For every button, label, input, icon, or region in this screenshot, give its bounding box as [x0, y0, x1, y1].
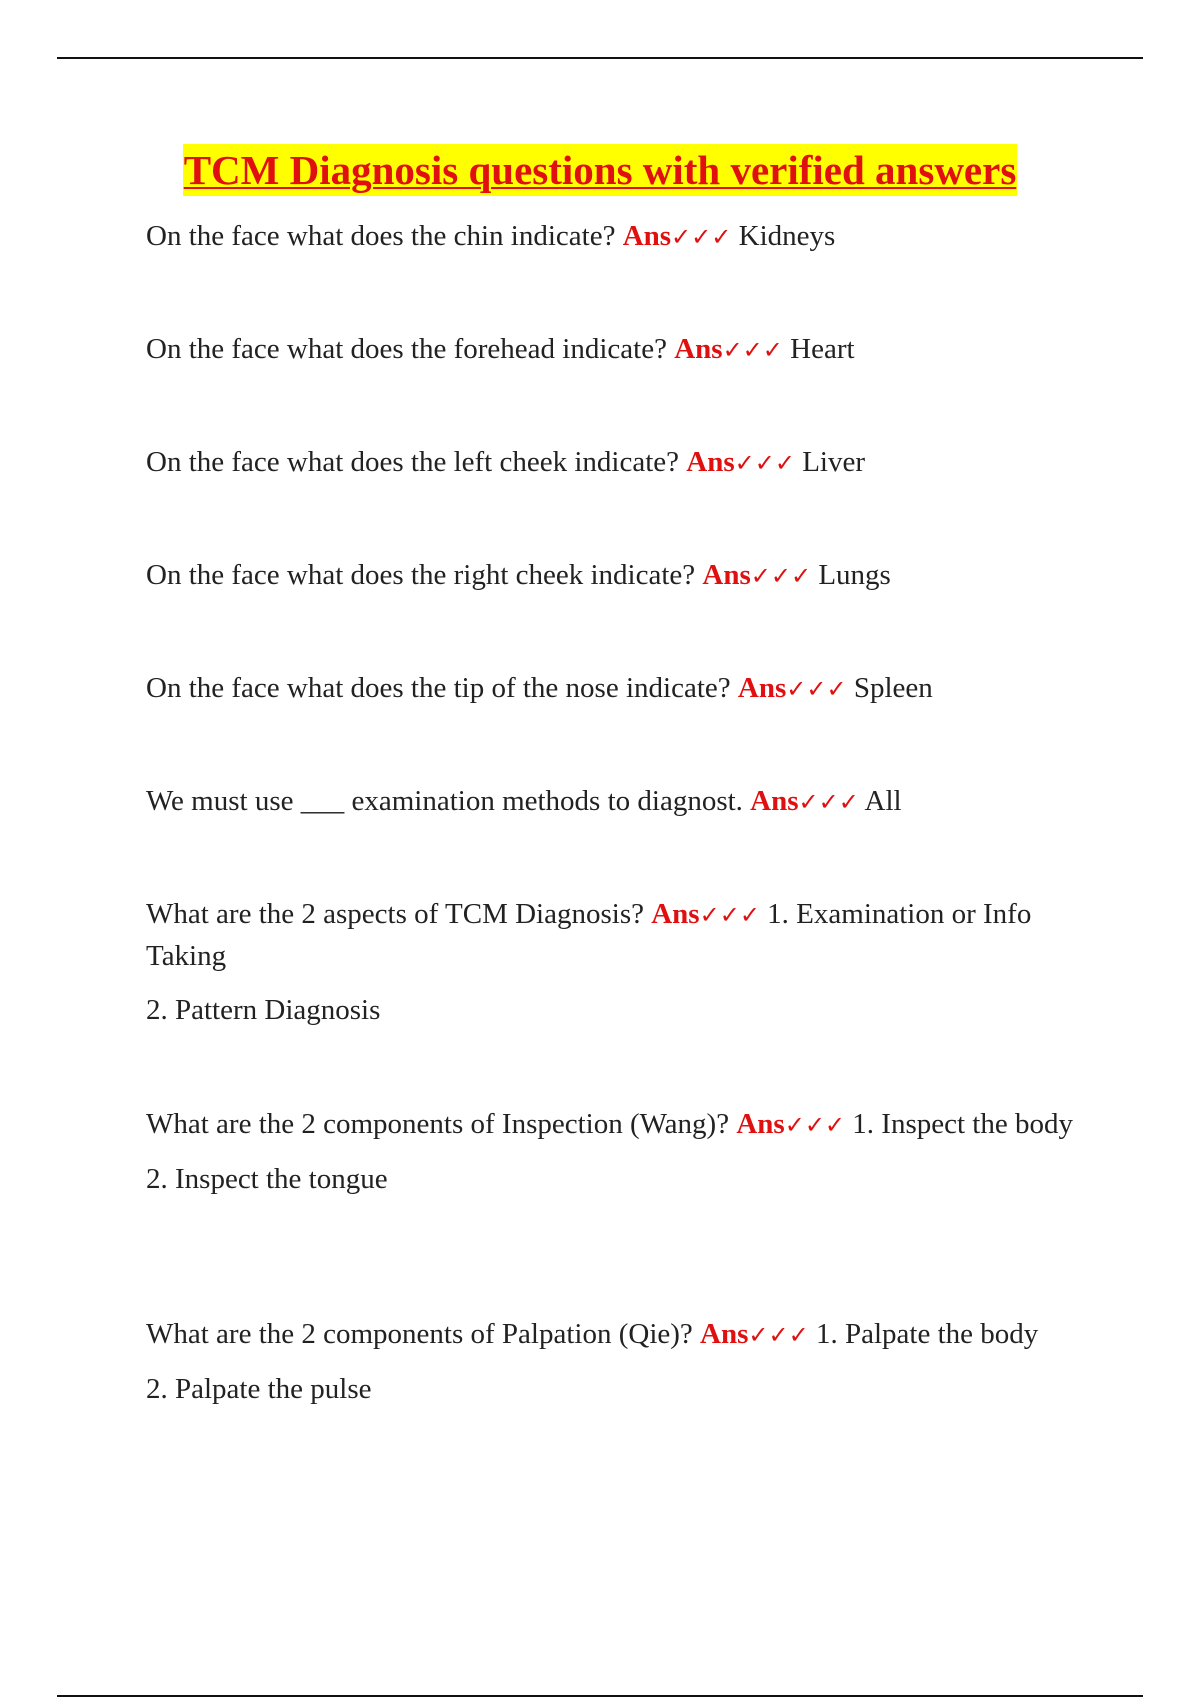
- qa-item: [146, 1314, 1096, 1410]
- checkmark-icon: ✓✓✓: [734, 449, 795, 477]
- checkmark-icon: ✓✓✓: [748, 1321, 809, 1349]
- question-text: We must use ___ examination methods to diagnost.: [146, 785, 743, 817]
- answer-text: Kidneys: [738, 220, 836, 252]
- answer-text: Heart: [790, 333, 855, 365]
- checkmark-icon: ✓✓✓: [750, 562, 812, 590]
- qa-item: [146, 1104, 1096, 1200]
- answer-text: Lungs: [818, 559, 891, 591]
- answer-label: Ans: [702, 559, 751, 591]
- question-text: What are the 2 components of Inspection (Wang)?: [146, 1108, 730, 1140]
- qa-item: [146, 668, 1096, 710]
- answer-text: 1. Palpate the body: [815, 1318, 1039, 1350]
- document-title: TCM Diagnosis questions with verified answers: [183, 144, 1018, 196]
- question-text: On the face what does the forehead indicate?: [146, 333, 667, 365]
- qa-item: [146, 442, 1096, 484]
- question-text: What are the 2 components of Palpation (Qie)?: [146, 1318, 693, 1350]
- checkmark-icon: ✓✓✓: [786, 675, 847, 703]
- qa-item: [146, 781, 1096, 823]
- answer-text: All: [864, 785, 902, 817]
- answer-label: Ans: [700, 1318, 749, 1350]
- answer-continuation: 2. Palpate the pulse: [146, 1373, 372, 1405]
- answer-label: Ans: [651, 898, 700, 930]
- checkmark-icon: ✓✓✓: [798, 788, 859, 816]
- qa-item: [146, 555, 1096, 597]
- qa-item: [146, 329, 1096, 371]
- qa-line: [146, 216, 1096, 258]
- answer-text: 1. Inspect the body: [852, 1108, 1073, 1140]
- checkmark-icon: ✓✓✓: [699, 901, 760, 929]
- question-text: On the face what does the tip of the nose indicate?: [146, 672, 731, 704]
- answer-label: Ans: [737, 672, 787, 704]
- answer-text: Spleen: [853, 672, 933, 704]
- qa-line: [146, 668, 1096, 710]
- question-text: On the face what does the left cheek indicate?: [146, 446, 680, 478]
- qa-line: [146, 555, 1096, 597]
- question-text: On the face what does the right cheek indicate?: [146, 559, 696, 591]
- question-text: On the face what does the chin indicate?: [146, 220, 616, 252]
- checkmark-icon: ✓✓✓: [671, 223, 732, 251]
- answer-continuation: 2. Pattern Diagnosis: [146, 994, 381, 1026]
- qa-item: [146, 894, 1096, 1031]
- answer-label: Ans: [736, 1108, 785, 1140]
- qa-line: [146, 1314, 1096, 1356]
- qa-item: [146, 216, 1096, 258]
- header-rule: [57, 57, 1143, 59]
- answer-text: Liver: [802, 446, 866, 478]
- answer-label: Ans: [674, 333, 723, 365]
- qa-line: [146, 1104, 1096, 1146]
- question-text: What are the 2 aspects of TCM Diagnosis?: [146, 898, 644, 930]
- qa-line: [146, 329, 1096, 371]
- answer-text: 1. Examination or Info Taking: [146, 898, 1032, 972]
- answer-label: Ans: [686, 446, 735, 478]
- answer-label: Ans: [622, 220, 672, 252]
- qa-line: [146, 894, 1096, 977]
- footer-rule: [57, 1695, 1143, 1697]
- checkmark-icon: ✓✓✓: [722, 336, 783, 364]
- answer-label: Ans: [750, 785, 799, 817]
- checkmark-icon: ✓✓✓: [784, 1111, 846, 1139]
- title-container: [0, 144, 1200, 196]
- answer-continuation: 2. Inspect the tongue: [146, 1163, 388, 1195]
- qa-line: [146, 442, 1096, 484]
- qa-line: [146, 781, 1096, 823]
